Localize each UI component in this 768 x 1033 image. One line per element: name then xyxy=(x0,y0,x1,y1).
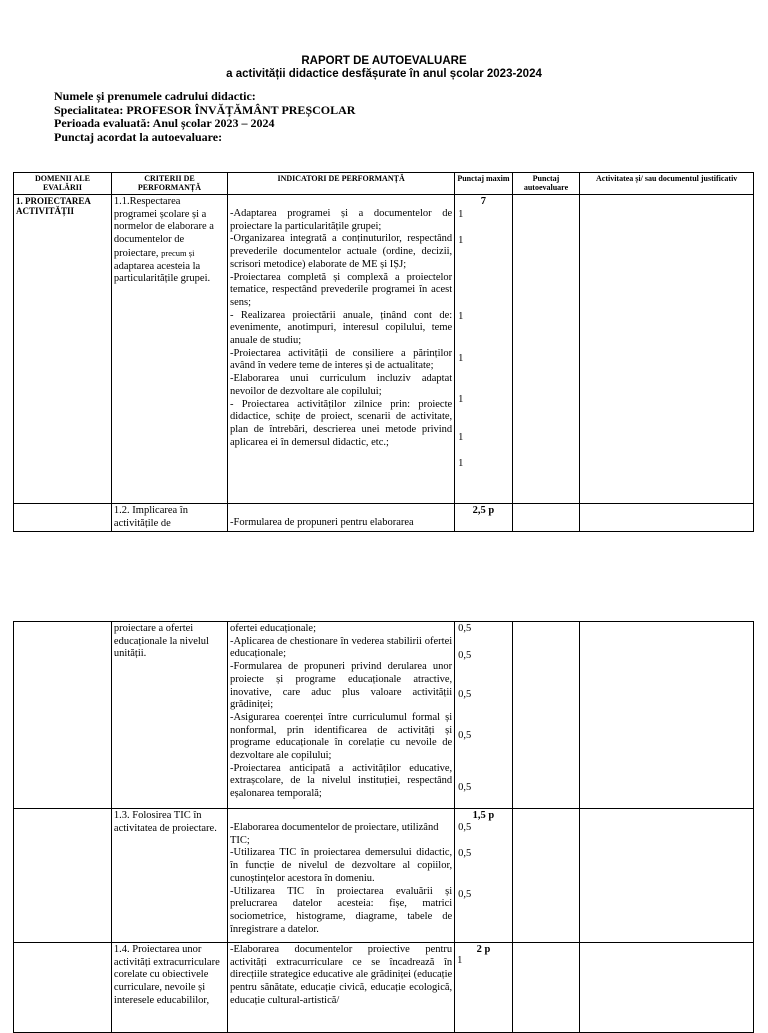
domain-cell xyxy=(14,943,112,1033)
self-score-cell[interactable] xyxy=(512,809,580,943)
criteria-cell: 1.4. Proiectarea unor activități extracurriculare corelate cu obiectivele curriculare, nevoile și interesele educabililor, xyxy=(111,943,227,1033)
indicator-item: -Aplicarea de chestionare în vederea stabilirii ofertei educaționale; xyxy=(230,635,453,660)
domain-cell xyxy=(14,504,112,532)
points-cell: 7 1 1 1 1 1 1 1 xyxy=(455,195,513,504)
indicator-item: - Realizarea proiectării anuale, ținând cont de: evenimente, anotimpuri, interesul copilului, teme anuale de studiu; xyxy=(230,309,453,347)
max-points: 1,5 p xyxy=(472,810,495,821)
document-cell[interactable] xyxy=(580,943,754,1033)
self-score-cell[interactable] xyxy=(512,504,580,532)
report-title: RAPORT DE AUTOEVALUARE xyxy=(301,55,467,67)
evaluation-table-part1 xyxy=(13,172,754,532)
indicator-item: -Organizarea integrată a conținuturilor, respectând prevederile documentelor actuale (ordine, decizii, scrisori metodice) elaborate de ME și IȘJ; xyxy=(230,233,453,270)
self-score-cell[interactable] xyxy=(512,943,580,1033)
document-cell[interactable] xyxy=(580,622,754,809)
indicators-cell xyxy=(228,943,455,1033)
indicator-item: -Adaptarea programei și a documentelor de proiectare la particularitățile grupei; xyxy=(230,208,453,232)
indicator-item: - Proiectarea activităților zilnice prin: proiecte didactice, schițe de proiect, scenarii de activitate, plan de întrebări, descrierea unei metode privind aplicarea ei în demersul didactic, etc.; xyxy=(230,398,453,448)
col-doc-header: Activitatea și/ sau documentul justificativ xyxy=(580,173,754,195)
indicators-cell xyxy=(228,195,455,504)
table-row xyxy=(14,622,754,809)
indicator-item: ofertei educaționale; xyxy=(230,623,317,634)
criteria-cell: proiectare a ofertei educaționale la nivelul unității. xyxy=(111,622,227,809)
indicator-item: -Proiectarea anticipată a activităților educative, extrașcolare, de la nivelul instituției, respectând eșalonarea temporală; xyxy=(230,762,453,800)
table-header-row xyxy=(14,173,754,195)
col-criteria-header: CRITERII DE PERFORMANȚĂ xyxy=(111,173,227,195)
indicator-item: -Utilizarea TIC în proiectarea evaluării și prelucrarea datelor acesteia: fișe, matrici sociometrice, histograme, diagrame, tabele de înregistrare a datelor. xyxy=(230,885,453,935)
col-self-header: Punctaj autoevaluare xyxy=(512,173,580,195)
document-cell[interactable] xyxy=(580,809,754,943)
specialty-label: Specialitatea: PROFESOR ÎNVĂȚĂMÂNT PREȘCOLAR xyxy=(54,102,356,117)
indicator-item: -Proiectarea activității de consiliere a părinților având în vedere teme de interes și de actualitate; xyxy=(230,347,453,372)
col-max-header: Punctaj maxim xyxy=(455,173,513,195)
table-row xyxy=(14,504,754,532)
table-row xyxy=(14,195,754,504)
table-row xyxy=(14,809,754,943)
domain-cell xyxy=(14,809,112,943)
criteria-cell: 1.1.Respectarea programei școlare și a normelor de elaborare a documentelor de proiectare, precum și adaptarea acesteia la particularitățile grupei. xyxy=(111,195,227,504)
max-points: 2 p xyxy=(476,944,491,955)
evaluation-table-part2 xyxy=(13,621,754,1033)
indicator-item: -Proiectarea completă și complexă a proiectelor tematice, respectând prevederile programei în acest sens; xyxy=(230,271,453,308)
table-row xyxy=(14,943,754,1033)
max-points: 2,5 p xyxy=(455,504,513,532)
evaluation-period-label: Perioada evaluată: Anul școlar 2023 – 2024 xyxy=(54,116,275,130)
indicators-cell xyxy=(228,622,455,809)
self-score-label: Punctaj acordat la autoevaluare: xyxy=(54,129,223,144)
domain-cell: 1. PROIECTAREA ACTIVITĂȚII xyxy=(14,195,112,504)
indicator-item: -Formularea de propuneri privind derularea unor proiecte și programe educaționale atractive, inovative, care aduc plus valoare activității grădiniței; xyxy=(230,661,453,711)
indicator-item: -Asigurarea coerenței între curriculumul formal și nonformal, prin identificarea de activități și programe educaționale în corelație cu nevoile de dezvoltare ale copilului; xyxy=(230,711,453,762)
indicators-cell xyxy=(228,504,455,532)
indicators-cell xyxy=(228,809,455,943)
indicator-item: -Utilizarea TIC în proiectarea demersului didactic, în funcție de nivelul de dezvoltare al copiilor, cunoștințelor acestora în domeniu. xyxy=(230,847,453,884)
teacher-info xyxy=(54,90,355,144)
domain-cell xyxy=(14,622,112,809)
document-cell[interactable] xyxy=(580,504,754,532)
indicator-item: -Formularea de propuneri pentru elaborarea xyxy=(230,517,414,528)
col-indicators-header: INDICATORI DE PERFORMANȚĂ xyxy=(228,173,455,195)
points-cell: 2 p 1 xyxy=(455,943,513,1033)
indicator-item: -Elaborarea documentelor proiective pentru activități extracurriculare ce se încadrează în direcțiile strategice educative ale grădiniței (educație pentru sănătate, educație civică, educație ecologică, educație cultural-artistică/ xyxy=(230,944,453,1006)
document-cell[interactable] xyxy=(580,195,754,504)
points-cell: 0,5 0,5 0,5 0,5 0,5 xyxy=(455,622,513,809)
self-score-cell[interactable] xyxy=(512,195,580,504)
indicator-item: -Elaborarea unui curriculum incluziv adaptat nevoilor de dezvoltare ale copilului; xyxy=(230,373,453,397)
criteria-cell: 1.2. Implicarea în activitățile de xyxy=(111,504,227,532)
criteria-cell: 1.3. Folosirea TIC în activitatea de proiectare. xyxy=(111,809,227,943)
points-cell: 1,5 p 0,5 0,5 0,5 xyxy=(455,809,513,943)
self-score-cell[interactable] xyxy=(512,622,580,809)
report-subtitle: a activității didactice desfășurate în anul școlar 2023-2024 xyxy=(226,68,542,80)
teacher-name-label: Numele și prenumele cadrului didactic: xyxy=(54,89,256,103)
indicator-item: -Elaborarea documentelor de proiectare, utilizând TIC; xyxy=(230,822,439,846)
max-points: 7 xyxy=(480,196,487,207)
col-domain-header: DOMENII ALE EVALĂRII xyxy=(14,173,112,195)
